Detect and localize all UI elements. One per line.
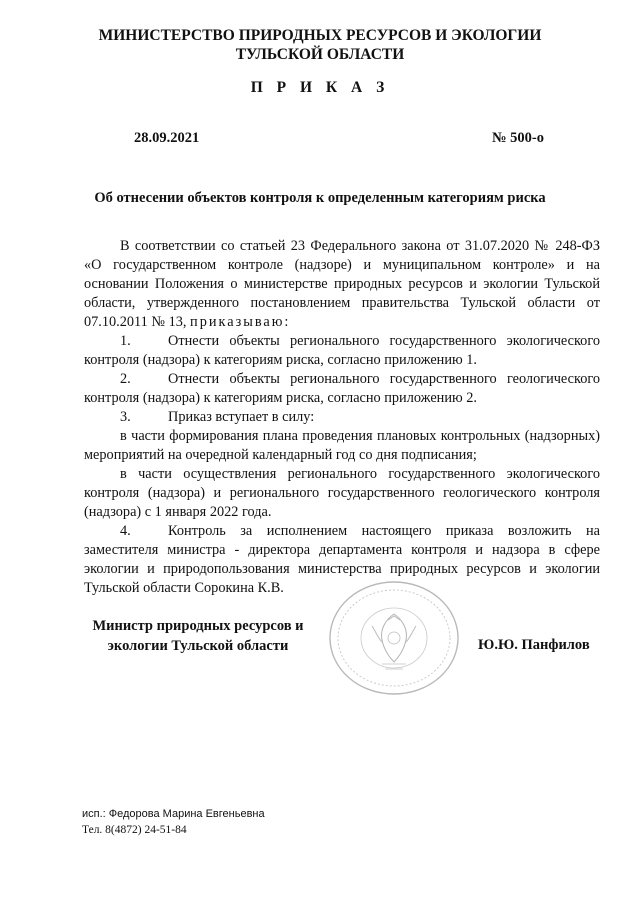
signer-title-line-1: Министр природных ресурсов и — [92, 618, 304, 634]
executor-info — [82, 806, 265, 838]
executor-phone: Тел. 8(4872) 24-51-84 — [82, 824, 187, 836]
document-type: П Р И К А З — [250, 79, 390, 96]
order-item-2 — [84, 370, 600, 408]
signer-name: Ю.Ю. Панфилов — [478, 637, 590, 653]
official-seal-icon — [322, 578, 470, 698]
item-number: 1. — [120, 333, 131, 349]
order-item-1 — [84, 332, 600, 370]
executor-name: исп.: Федорова Марина Евгеньевна — [82, 808, 265, 820]
order-number: № 500-о — [491, 130, 544, 146]
item-text: Приказ вступает в силу: — [168, 409, 315, 425]
subitem-2: в части осуществления регионального государственного экологического контроля (надзора) и регионального государственного геологического контроля (надзора) с 1 января 2022 года. — [84, 466, 600, 520]
order-item-3 — [84, 408, 600, 427]
order-date: 28.09.2021 — [134, 130, 200, 146]
item-text: Контроль за исполнением настоящего приказа возложить на заместителя министра - директора департамента контроля и надзора в сфере экологии и природопользования министерства природных ресурсов и экологии Тульской области Сорокина К.В. — [84, 523, 600, 596]
signer-title-line-2: экологии Тульской области — [107, 638, 289, 654]
preamble — [84, 237, 600, 332]
item-number: 2. — [120, 371, 131, 387]
ministry-line-1: МИНИСТЕРСТВО ПРИРОДНЫХ РЕСУРСОВ И ЭКОЛОГИИ — [98, 27, 542, 44]
order-subject: Об отнесении объектов контроля к определенным категориям риска — [94, 190, 546, 206]
ministry-line-2: ТУЛЬСКОЙ ОБЛАСТИ — [235, 46, 405, 63]
ministry-header — [60, 26, 580, 64]
item-text: Отнести объекты регионального государственного геологического контроля (надзора) к категориям риска, согласно приложению 2. — [84, 371, 600, 406]
item-text: Отнести объекты регионального государственного экологического контроля (надзора) к категориям риска, согласно приложению 1. — [84, 333, 600, 368]
order-word: приказываю: — [190, 314, 291, 330]
preamble-text: В соответствии со статьей 23 Федерального закона от 31.07.2020 № 248-ФЗ «О государственном контроле (надзоре) и муниципальном контроле» и на основании Положения о министерстве природных ресурсов и экологии Тульской области, утвержденного постановлением правительства Тульской области от 07.10.2011 № 13, — [84, 238, 600, 330]
order-body — [84, 237, 600, 598]
signer-title — [76, 616, 320, 656]
item-number: 4. — [120, 523, 131, 539]
subitem-1: в части формирования плана проведения плановых контрольных (надзорных) мероприятий на очередной календарный год со дня подписания; — [84, 428, 600, 463]
item-number: 3. — [120, 409, 131, 425]
